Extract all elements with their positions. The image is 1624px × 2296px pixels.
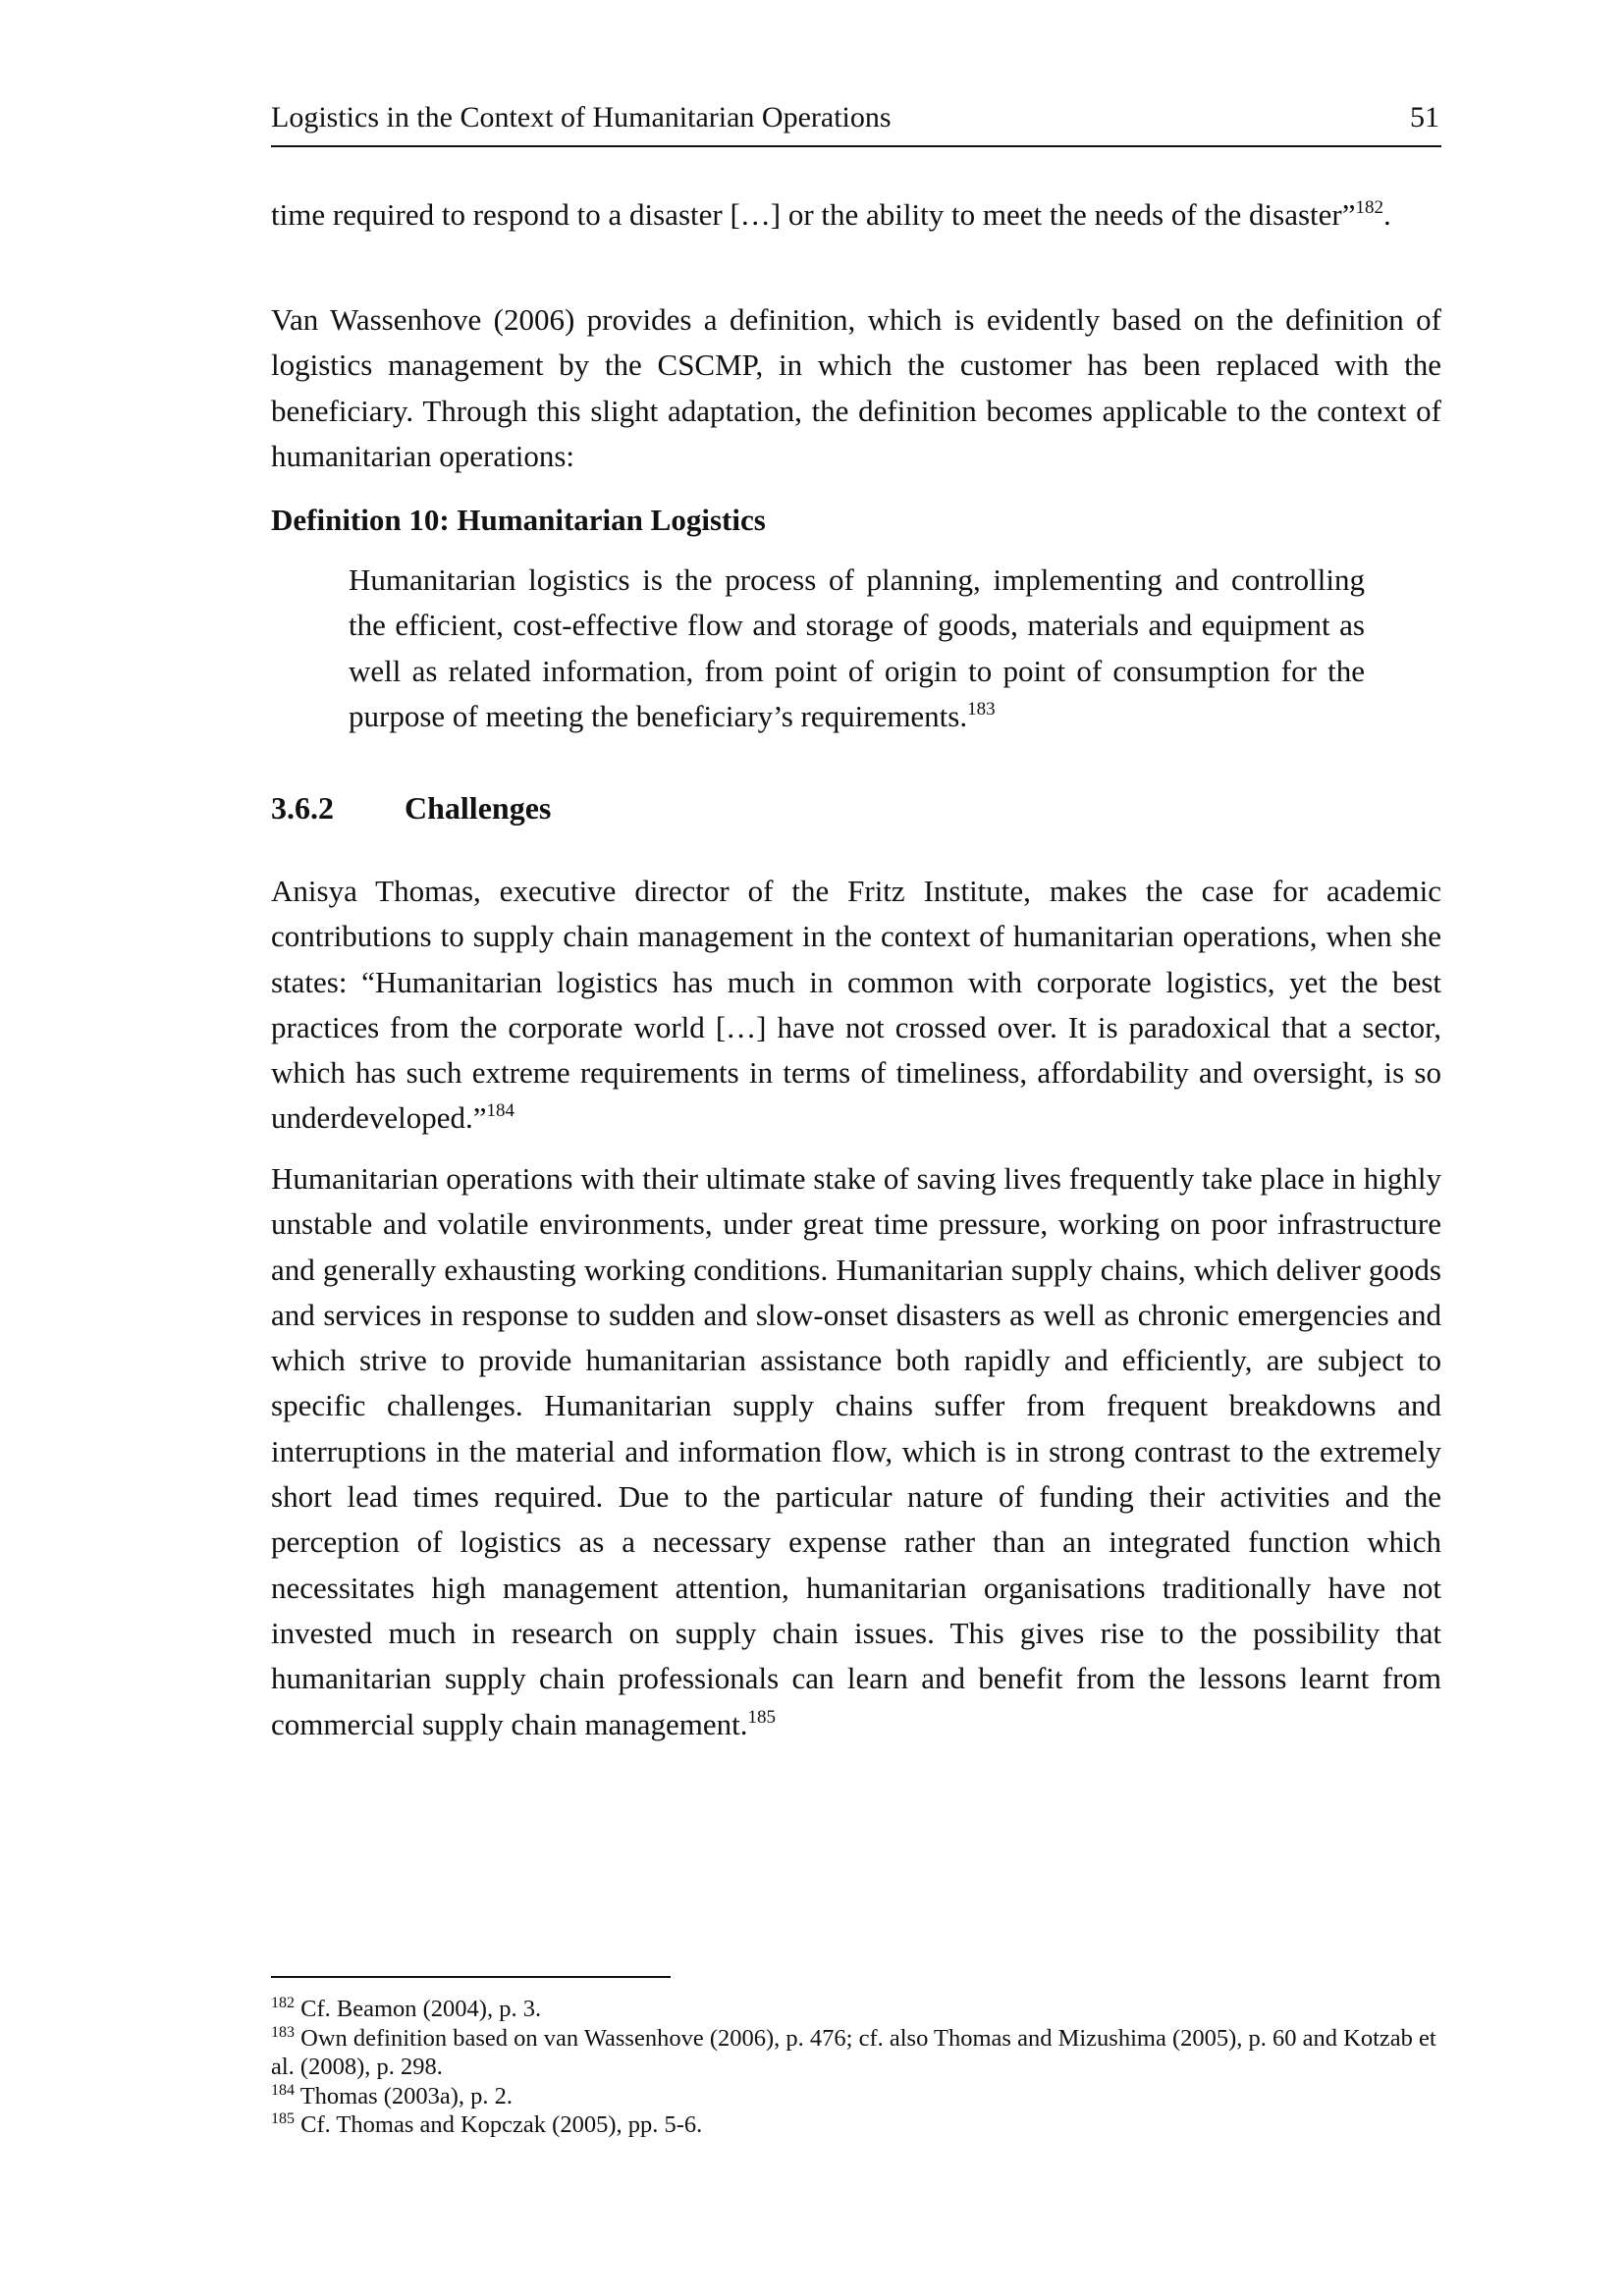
paragraph-thomas (271, 869, 1441, 1142)
paragraph-text: time required to respond to a disaster […] or the ability to meet the needs of the disaster” (271, 197, 1356, 232)
footnote (271, 1995, 1441, 2024)
paragraph-text: Humanitarian operations with their ultimate stake of saving lives frequently take place in highly unstable and volatile environments, under great time pressure, working on poor infrastructure and generally exhausting working conditions. Humanitarian supply chains, which deliver goods and services in response to sudden and slow-onset disasters as well as chronic emergencies and which strive to provide humanitarian assistance both rapidly and efficiently, are subject to specific challenges. Humanitarian supply chains suffer from frequent breakdowns and interruptions in the material and information flow, which is in strong contrast to the extremely short lead times required. Due to the particular nature of funding their activities and the perception of logistics as a necessary expense rather than an integrated function which necessitates high management attention, humanitarian organisations traditionally have not invested much in research on supply chain issues. This gives rise to the possibility that humanitarian supply chain professionals can learn and benefit from the lessons learnt from commercial supply chain management. (271, 1161, 1441, 1741)
footnote-number: 185 (271, 2110, 295, 2127)
footnote-text: Own definition based on van Wassenhove (2006), p. 476; cf. also Thomas and Mizushima (2005), p. 60 and Kotzab et al. (2008), p. 298. (271, 2024, 1436, 2080)
definition-title: Definition 10: Humanitarian Logistics (271, 503, 766, 537)
section-title: Challenges (405, 790, 552, 826)
section-number: 3.6.2 (271, 790, 334, 826)
footnote-number: 184 (271, 2081, 295, 2099)
footnote-ref: 185 (747, 1706, 776, 1728)
footnote (271, 2110, 1441, 2140)
footnotes (271, 1995, 1441, 2140)
definition-title-block (271, 498, 1441, 543)
footnote (271, 2024, 1441, 2082)
paragraph-van-wassenhove (271, 297, 1441, 479)
footnote-ref: 182 (1355, 197, 1383, 218)
definition-text: Humanitarian logistics is the process of planning, implementing and controlling the efficient, cost-effective flow and storage of goods, materials and equipment as well as related information, from point of origin to point of consumption for the purpose of meeting the beneficiary’s requirements. (349, 562, 1365, 733)
footnote-text: Cf. Beamon (2004), p. 3. (300, 1996, 542, 2022)
paragraph-continued (271, 192, 1441, 238)
paragraph-end: . (1382, 197, 1391, 232)
footnote-ref: 183 (967, 698, 996, 720)
paragraph-operations (271, 1156, 1441, 1747)
footnote-separator (271, 1976, 671, 1978)
footnote-text: Thomas (2003a), p. 2. (299, 2082, 514, 2109)
paragraph-text: Anisya Thomas, executive director of the Fritz Institute, makes the case for academic contributions to supply chain management in the context of humanitarian operations, when she states: “Humanitarian logistics has much in common with corporate logistics, yet the best practices from the corporate world […] have not crossed over. It is paradoxical that a sector, which has such extreme requirements in terms of timeliness, affordability and oversight, is so underdeveloped.” (271, 874, 1441, 1136)
running-header (271, 94, 1441, 147)
footnote-number: 183 (271, 2023, 295, 2041)
footnote-ref: 184 (486, 1100, 514, 1122)
header-title: Logistics in the Context of Humanitarian Operations (271, 101, 892, 133)
footnote-text: Cf. Thomas and Kopczak (2005), pp. 5-6. (300, 2111, 703, 2138)
page-number: 51 (1410, 101, 1439, 133)
footnote-number: 182 (271, 1995, 295, 2011)
definition-body (349, 558, 1365, 739)
paragraph-text: Van Wassenhove (2006) provides a definition, which is evidently based on the definition of logistics management by the CSCMP, in which the customer has been replaced with the beneficiary. Through this slight adaptation, the definition becomes applicable to the context of humanitarian operations: (271, 302, 1441, 473)
footnote (271, 2082, 1441, 2111)
